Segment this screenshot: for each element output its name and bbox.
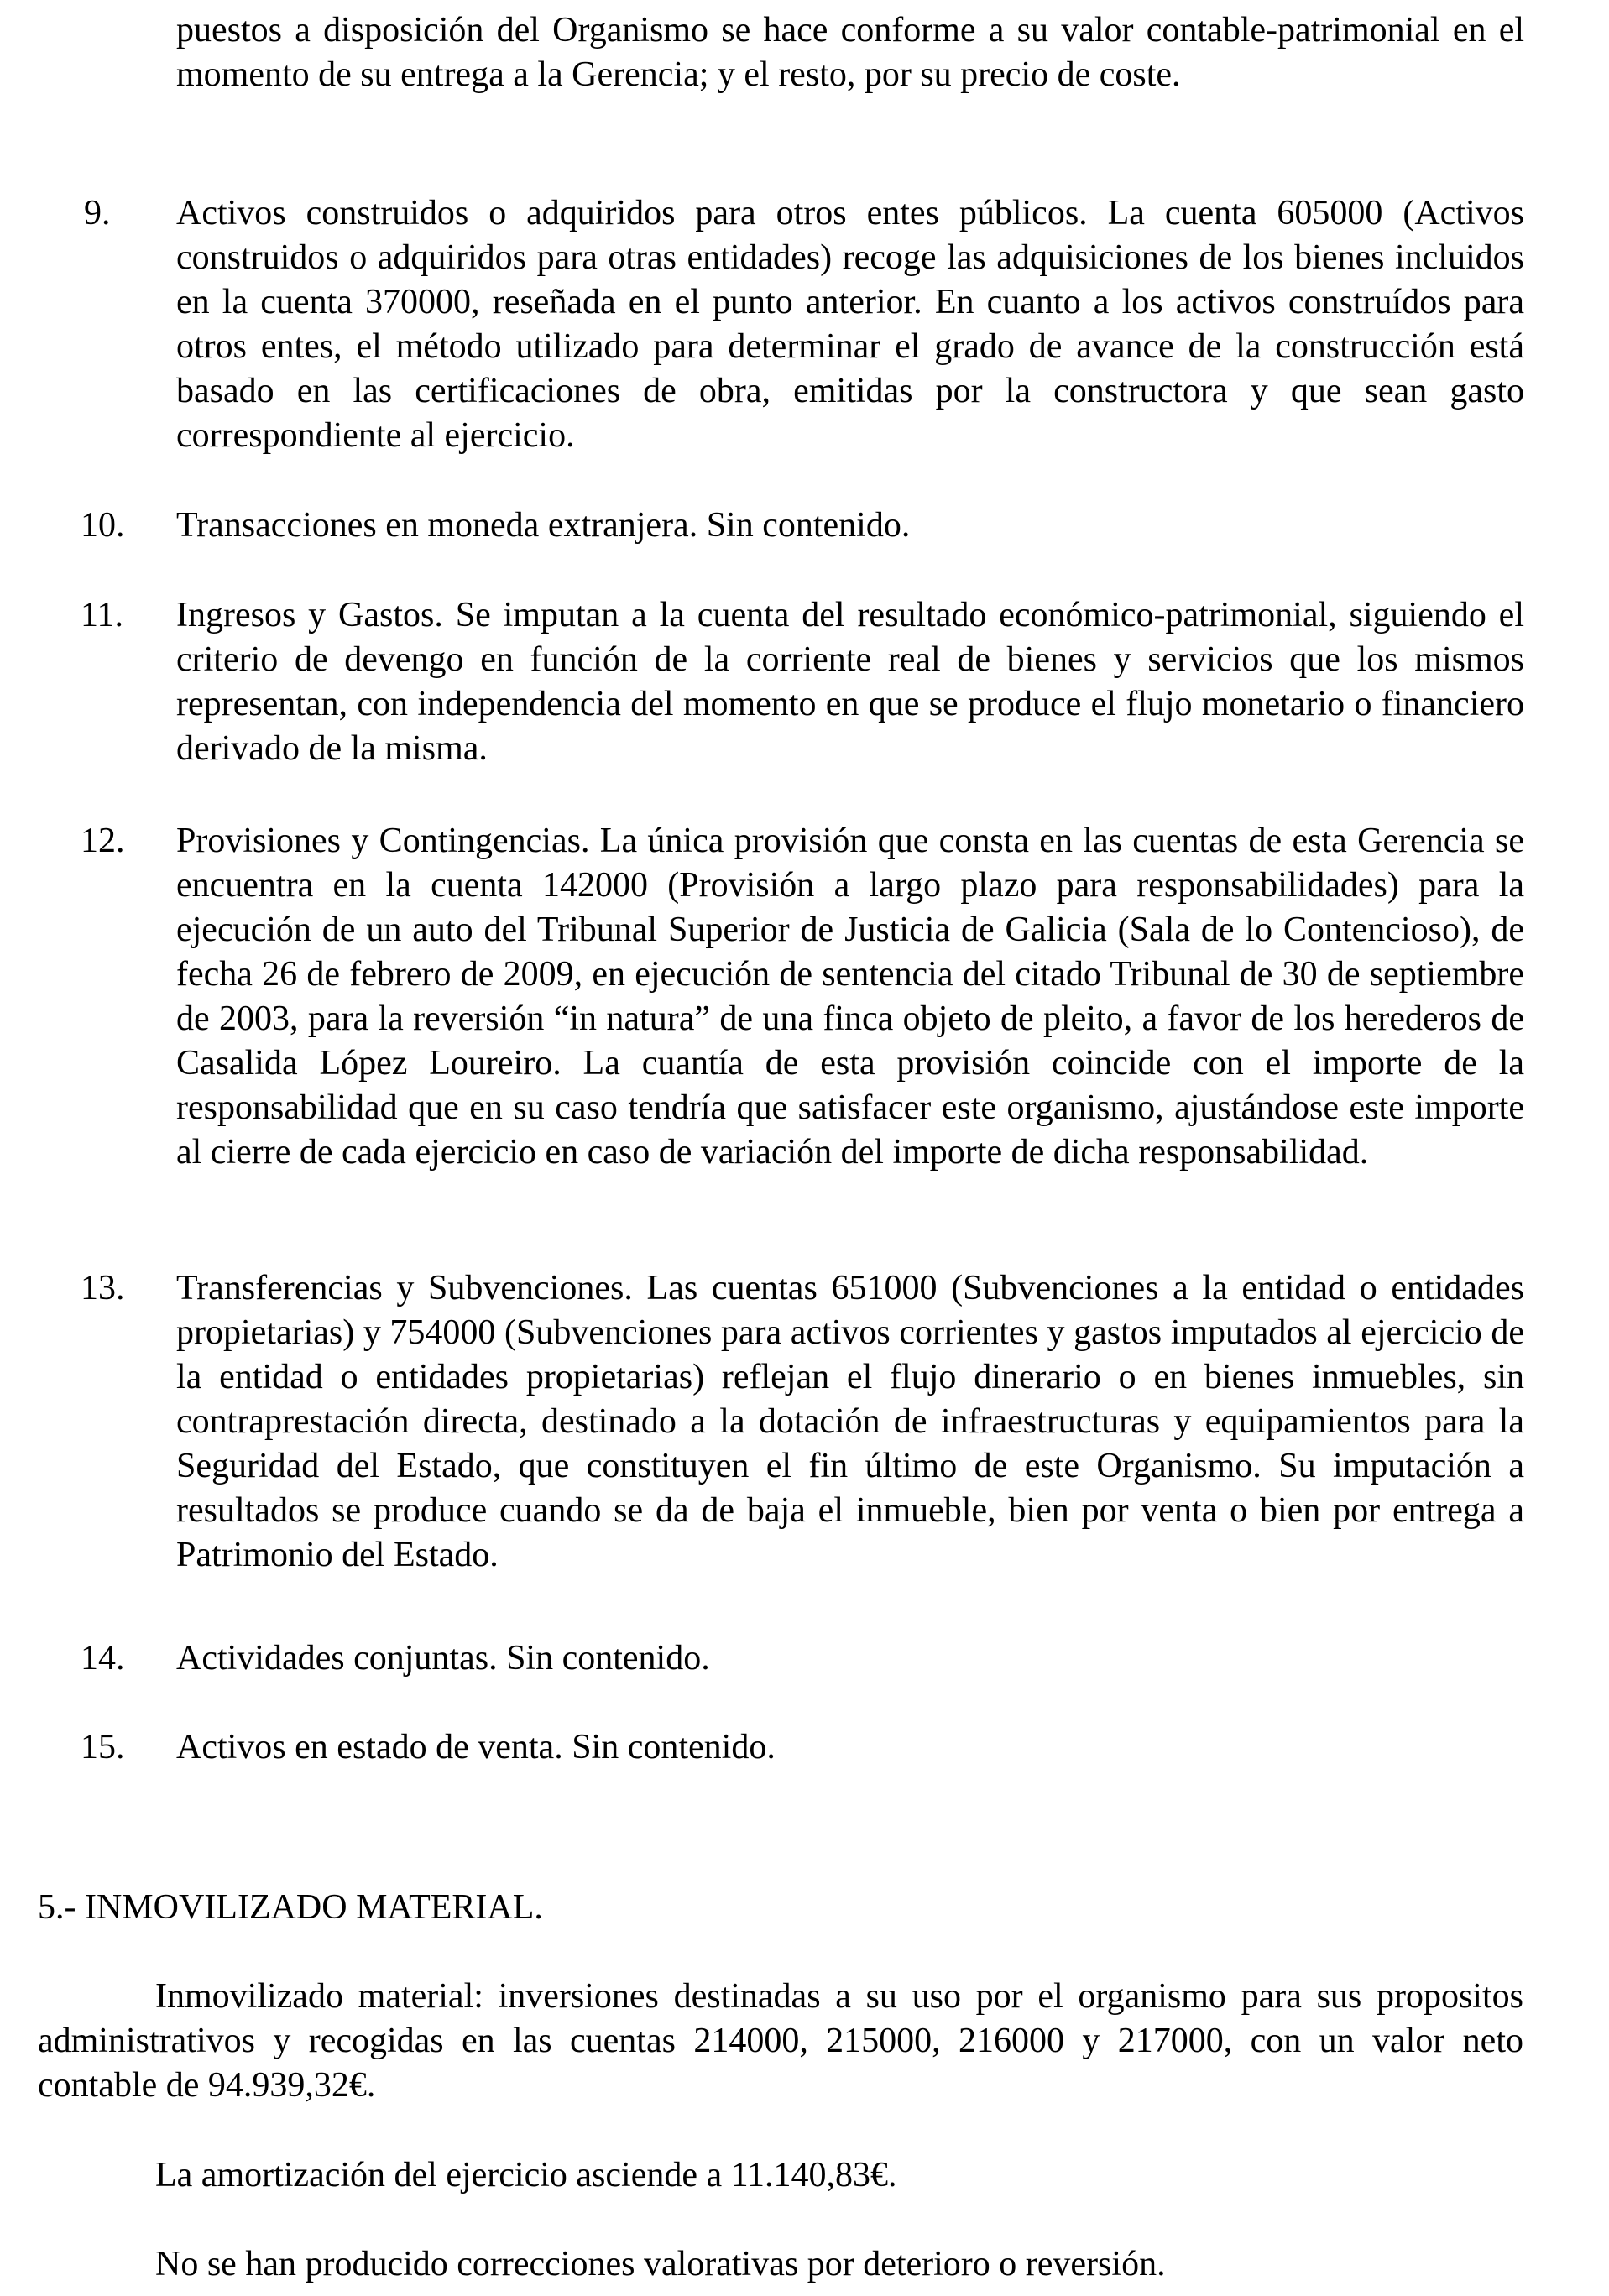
list-item-text: Transferencias y Subvenciones. Las cuentas 651000 (Subvenciones a la entidad o entidades propietarias) y 754000 (Subvenciones para activos corrientes y gastos imputados al ejercicio de la entidad o entidades propietarias) reflejan el flujo dinerario o en bienes inmuebles, sin contraprestación directa, destinado a la dotación de infraestructuras y equipamientos para la Seguridad del Estado, que constituyen el fin último de este Organismo. Su imputación a resultados se produce cuando se da de baja el inmueble, bien por venta o bien por entrega a Patrimonio del Estado. — [176, 1269, 1524, 1574]
list-item-text: Ingresos y Gastos. Se imputan a la cuenta del resultado económico-patrimonial, siguiendo el criterio de devengo en función de la corriente real de bienes y servicios que los mismos representan, con independencia del momento en que se produce el flujo monetario o financiero derivado de la misma. — [176, 596, 1524, 768]
list-item-number: 12. — [81, 822, 125, 860]
section-heading: 5.- INMOVILIZADO MATERIAL. — [38, 1888, 543, 1927]
intro-paragraph: puestos a disposición del Organismo se hace conforme a su valor contable-patrimonial en el momento de su entrega a la Gerencia; y el resto, por su precio de coste. — [176, 11, 1524, 94]
list-item-number: 15. — [81, 1728, 125, 1766]
list-item-number: 10. — [81, 506, 125, 545]
list-item-text: Provisiones y Contingencias. La única provisión que consta en las cuentas de esta Gerencia se encuentra en la cuenta 142000 (Provisión a largo plazo para responsabilidades) para la ejecución de un auto del Tribunal Superior de Justicia de Galicia (Sala de lo Contencioso), de fecha 26 de febrero de 2009, en ejecución de sentencia del citado Tribunal de 30 de septiembre de 2003, para la reversión “in natura” de una finca objeto de pleito, a favor de los herederos de Casalida López Loureiro. La cuantía de esta provisión coincide con el importe de la responsabilidad que en su caso tendría que satisfacer este organismo, ajustándose este importe al cierre de cada ejercicio en caso de variación del importe de dicha responsabilidad. — [176, 822, 1524, 1171]
list-item-number: 11. — [81, 596, 123, 634]
list-item-number: 13. — [81, 1269, 125, 1307]
list-item-text: Activos en estado de venta. Sin contenido. — [176, 1728, 776, 1766]
amortization-line: La amortización del ejercicio asciende a 11.140,83€. — [155, 2156, 897, 2194]
corrections-line: No se han producido correcciones valorativas por deterioro o reversión. — [155, 2245, 1166, 2283]
list-item-text: Transacciones en moneda extranjera. Sin contenido. — [176, 506, 911, 545]
list-item-number: 14. — [81, 1639, 125, 1678]
list-item-text: Actividades conjuntas. Sin contenido. — [176, 1639, 710, 1678]
list-item-number: 9. — [84, 194, 111, 232]
section-paragraph: Inmovilizado material: inversiones destinadas a su uso por el organismo para sus propositos administrativos y recogidas en las cuentas 214000, 215000, 216000 y 217000, con un valor neto contable de 94.939,32€. — [38, 1977, 1523, 2105]
list-item-text: Activos construidos o adquiridos para otros entes públicos. La cuenta 605000 (Activos construidos o adquiridos para otras entidades) recoge las adquisiciones de los bienes incluidos en la cuenta 370000, reseñada en el punto anterior. En cuanto a los activos construídos para otros entes, el método utilizado para determinar el grado de avance de la construcción está basado en las certificaciones de obra, emitidas por la constructora y que sean gasto correspondiente al ejercicio. — [176, 194, 1524, 455]
